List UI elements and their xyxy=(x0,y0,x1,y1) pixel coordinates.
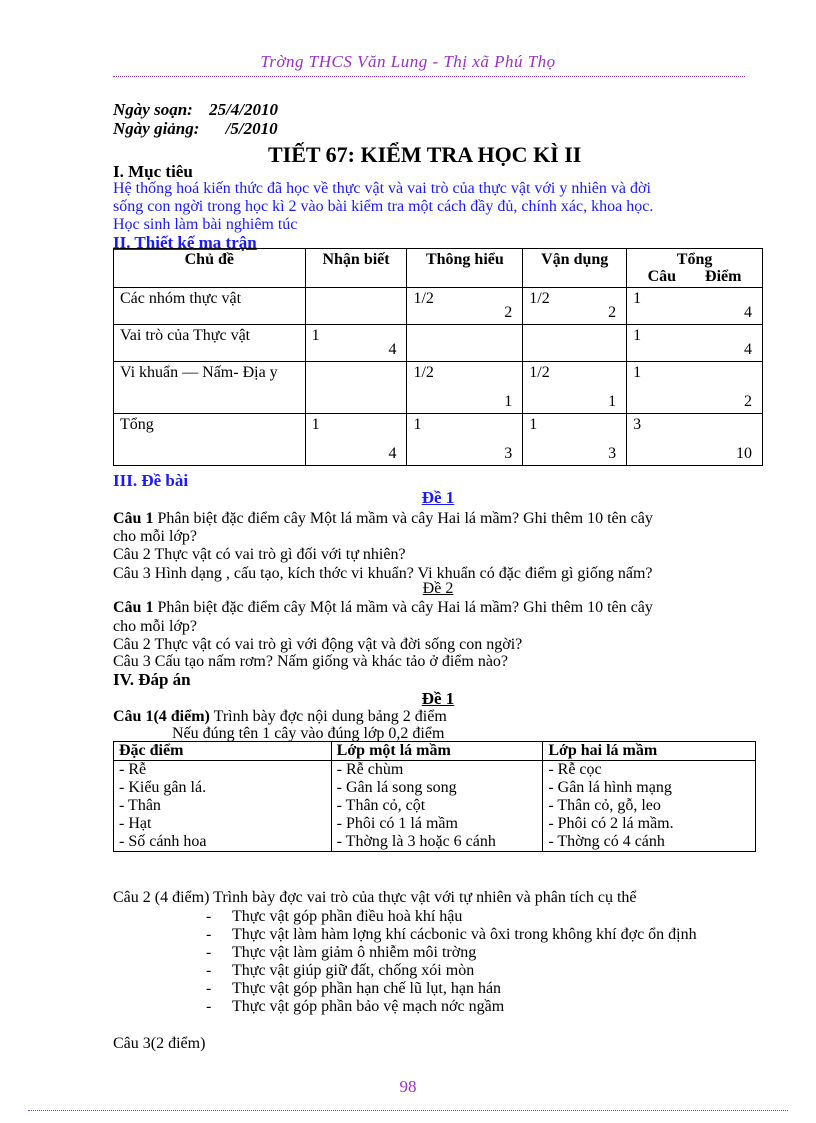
exam2-q1-label: Câu 1 xyxy=(113,599,154,616)
answer-header-dicot: Lớp hai lá mầm xyxy=(543,742,756,761)
matrix-cell-p: 3 xyxy=(608,445,617,462)
answer-cell: - Rễ chùm xyxy=(336,761,404,778)
answer-q2: Câu 2 (4 điểm) Trình bày đợc vai trò của thực vật với tự nhiên và phân tích cụ thể xyxy=(113,889,637,906)
matrix-topic: Vai trò của Thực vật xyxy=(114,325,306,362)
page-title: TIẾT 67: KIỂM TRA HỌC KÌ II xyxy=(268,142,582,167)
teach-date-label: Ngày giảng: xyxy=(113,119,200,138)
answer-cell: - Phôi có 1 lá mầm xyxy=(336,815,458,832)
answer-q1-label: Câu 1(4 điểm) xyxy=(113,708,210,725)
answer-cell: - Gân lá song song xyxy=(336,779,457,796)
matrix-cell-q: 1 xyxy=(633,364,642,381)
footer-divider xyxy=(28,1110,788,1111)
list-item: - Thực vật làm hàm lợng khí cácbonic và ôxi trong không khí đợc ổn định xyxy=(206,926,776,944)
matrix-cell-q: 1 xyxy=(311,327,320,344)
section4-heading: IV. Đáp án xyxy=(113,670,191,689)
matrix-cell-q: 1/2 xyxy=(413,290,434,307)
objective-text-3: Học sinh làm bài nghiêm túc xyxy=(113,216,298,233)
list-item: - Thực vật góp phần điều hoà khí hậu xyxy=(206,908,776,926)
matrix-cell-q: 1 xyxy=(633,327,642,344)
matrix-cell-p: 2 xyxy=(504,304,513,321)
answer-header-monocot: Lớp một lá mầm xyxy=(331,742,543,761)
answer-cell: - Gân lá hình mạng xyxy=(548,779,672,796)
header-divider xyxy=(113,76,745,77)
matrix-cell-p: 10 xyxy=(736,445,752,462)
matrix-topic: Tổng xyxy=(114,414,306,466)
matrix-table xyxy=(113,248,763,466)
matrix-cell-q: 3 xyxy=(633,416,642,433)
answer-cell: - Phôi có 2 lá mầm. xyxy=(548,815,674,832)
answer-cell: - Hạt xyxy=(119,815,152,832)
answer-cell: - Rễ cọc xyxy=(548,761,602,778)
list-item: - Thực vật góp phần hạn chế lũ lụt, hạn hán xyxy=(206,980,776,998)
answer-cell: - Thân cỏ, gỗ, leo xyxy=(548,797,661,814)
section1-heading: I. Mục tiêu xyxy=(113,162,193,181)
matrix-cell-p: 2 xyxy=(744,393,752,410)
teach-date-line xyxy=(113,119,278,139)
matrix-cell-p: 4 xyxy=(388,445,397,462)
objective-text-1: Hệ thống hoá kiến thức đã học về thực vật và vai trò của thực vật với y nhiên và đời xyxy=(113,180,651,197)
answer-q2-bullets xyxy=(206,908,776,1016)
section3-heading: III. Đề bài xyxy=(113,471,189,490)
school-header: Trờng THCS Văn Lung - Thị xã Phú Thọ xyxy=(260,52,556,71)
matrix-header-topic: Chủ đề xyxy=(114,249,306,288)
matrix-cell-p: 4 xyxy=(744,304,752,321)
matrix-cell-p: 4 xyxy=(388,341,397,358)
exam1-heading: Đề 1 xyxy=(421,488,455,507)
matrix-row xyxy=(114,288,763,325)
answer-q1-note: Nếu đúng tên 1 cây vào đúng lớp 0,2 điểm xyxy=(172,725,445,742)
exam1-q1-label: Câu 1 xyxy=(113,510,154,527)
answer-q1 xyxy=(113,708,773,726)
matrix-cell-q: 1 xyxy=(633,290,642,307)
matrix-cell-q: 1 xyxy=(311,416,320,433)
matrix-row xyxy=(114,414,763,466)
matrix-cell-p: 1 xyxy=(608,393,617,410)
prep-date-label: Ngày soạn: xyxy=(113,100,193,119)
matrix-cell-q: 1 xyxy=(413,416,422,433)
list-item: - Thực vật làm giảm ô nhiễm môi trờng xyxy=(206,944,776,962)
answer-col-feature xyxy=(114,761,332,852)
answer1-heading: Đề 1 xyxy=(421,689,455,708)
exam2-q2: Câu 2 Thực vật có vai trò gì với động vật và đời sống con ngời? xyxy=(113,636,523,653)
matrix-cell-p: 1 xyxy=(504,393,513,410)
matrix-cell-p: 3 xyxy=(504,445,513,462)
answer-q3: Câu 3(2 điểm) xyxy=(113,1035,206,1052)
matrix-cell-q: 1 xyxy=(529,416,538,433)
matrix-header-understand: Thông hiểu xyxy=(407,249,523,288)
answer-table-header xyxy=(114,742,756,761)
teach-date-value: /5/2010 xyxy=(225,119,278,138)
list-item: - Thực vật giúp giữ đất, chống xói mòn xyxy=(206,962,776,980)
matrix-cell-p: 2 xyxy=(608,304,617,321)
matrix-header-total-label: Tổng xyxy=(676,251,713,268)
matrix-header-total xyxy=(627,249,763,288)
exam2-q1 xyxy=(113,599,773,617)
matrix-topic: Các nhóm thực vật xyxy=(114,288,306,325)
matrix-cell-q: 1/2 xyxy=(529,364,550,381)
exam2-q1-cont: cho mỗi lớp? xyxy=(113,618,197,635)
prep-date-value: 25/4/2010 xyxy=(209,100,279,119)
answer-q1-text: Trình bày đợc nội dung bảng 2 điểm xyxy=(209,708,447,725)
matrix-header-total-p: Điểm xyxy=(705,268,742,285)
answer-table xyxy=(113,741,756,852)
answer-cell: - Thờng là 3 hoặc 6 cánh xyxy=(336,833,496,850)
exam2-q1-text: Phân biệt đặc điểm cây Một lá mầm và cây Hai lá mầm? Ghi thêm 10 tên cây xyxy=(153,599,653,616)
answer-cell: - Thờng có 4 cánh xyxy=(548,833,665,850)
matrix-header-row xyxy=(114,249,763,288)
matrix-header-apply: Vận dụng xyxy=(523,249,627,288)
answer-table-body xyxy=(114,761,756,852)
objective-text-2: sống con ngời trong học kì 2 vào bài kiểm tra một cách đầy đủ, chính xác, khoa học. xyxy=(113,198,654,215)
answer-cell: - Thân cỏ, cột xyxy=(336,797,426,814)
exam2-q3: Câu 3 Cấu tạo nấm rơm? Nấm giống và khác tảo ở điểm nào? xyxy=(113,653,509,670)
answer-col-monocot xyxy=(331,761,543,852)
answer-cell: - Kiểu gân lá. xyxy=(119,779,207,796)
exam1-q1-cont: cho mỗi lớp? xyxy=(113,528,197,545)
answer-cell: - Rễ xyxy=(119,761,147,778)
page-number: 98 xyxy=(399,1077,417,1096)
exam1-q1 xyxy=(113,510,773,528)
matrix-header-total-q: Câu xyxy=(647,268,677,285)
answer-col-dicot xyxy=(543,761,756,852)
matrix-row xyxy=(114,325,763,362)
answer-header-feature: Đặc điểm xyxy=(114,742,332,761)
prep-date-line xyxy=(113,100,278,120)
matrix-row xyxy=(114,362,763,414)
exam1-q2: Câu 2 Thực vật có vai trò gì đối với tự nhiên? xyxy=(113,546,406,563)
matrix-cell-p: 4 xyxy=(744,341,752,358)
section2-heading: II. Thiết kế ma trận xyxy=(113,233,257,252)
exam1-q3: Câu 3 Hình dạng , cấu tạo, kích thớc vi khuẩn? Vi khuẩn có đặc điểm gì giống nấm? xyxy=(113,565,653,582)
exam2-heading: Đề 2 xyxy=(422,580,454,597)
answer-cell: - Thân xyxy=(119,797,161,814)
answer-cell: - Số cánh hoa xyxy=(119,833,207,850)
matrix-header-recognize: Nhận biết xyxy=(305,249,407,288)
matrix-cell-q: 1/2 xyxy=(413,364,434,381)
matrix-topic: Vi khuẩn — Nấm- Địa y xyxy=(114,362,306,414)
matrix-cell-q: 1/2 xyxy=(529,290,550,307)
list-item: - Thực vật góp phần bảo vệ mạch nớc ngầm xyxy=(206,998,776,1016)
exam1-q1-text: Phân biệt đặc điểm cây Một lá mầm và cây Hai lá mầm? Ghi thêm 10 tên cây xyxy=(153,510,653,527)
